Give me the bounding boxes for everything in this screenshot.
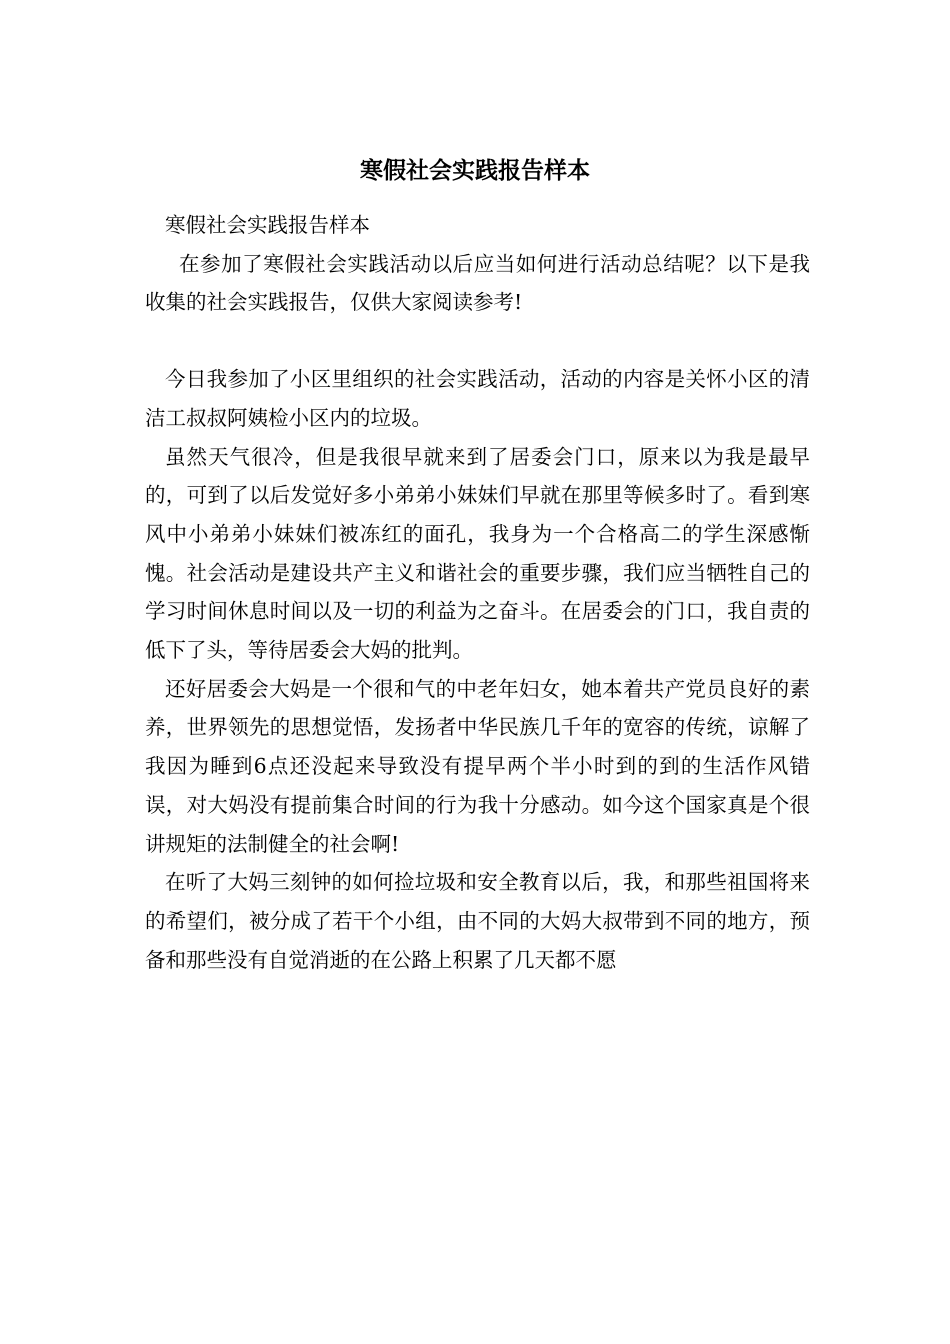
- body-paragraph-4: 在听了大妈三刻钟的如何捡垃圾和安全教育以后，我，和那些祖国将来的希望们，被分成了若干个小组，由不同的大妈大叔带到不同的地方，预备和那些没有自觉消逝的在公路上积累了几天都不愿: [145, 870, 810, 972]
- body-paragraph-3: 还好居委会大妈是一个很和气的中老年妇女，她本着共产党员良好的素养，世界领先的思想觉悟，发扬者中华民族几千年的宽容的传统，谅解了我因为睡到6点还没起来导致没有提早两个半小时到的到的生活作风错误，对大妈没有提前集合时间的行为我十分感动。如今这个国家真是个很讲规矩的法制健全的社会啊!: [145, 676, 810, 856]
- document-body: [145, 206, 810, 979]
- document-title: 寒假社会实践报告样本: [360, 157, 590, 184]
- document-subtitle: 寒假社会实践报告样本: [165, 213, 370, 237]
- body-paragraph-2: 虽然天气很冷，但是我很早就来到了居委会门口，原来以为我是最早的，可到了以后发觉好多小弟弟小妹妹们早就在那里等候多时了。看到寒风中小弟弟小妹妹们被冻红的面孔，我身为一个合格高二的学生深感惭愧。社会活动是建设共产主义和谐社会的重要步骤，我们应当牺牲自己的学习时间休息时间以及一切的利益为之奋斗。在居委会的门口，我自责的低下了头，等待居委会大妈的批判。: [145, 444, 810, 663]
- body-paragraph-1: 今日我参加了小区里组织的社会实践活动，活动的内容是关怀小区的清洁工叔叔阿姨检小区内的垃圾。: [145, 367, 810, 430]
- paragraph-gap: [145, 322, 810, 360]
- intro-paragraph: 在参加了寒假社会实践活动以后应当如何进行活动总结呢？以下是我收集的社会实践报告，仅供大家阅读参考!: [145, 251, 810, 315]
